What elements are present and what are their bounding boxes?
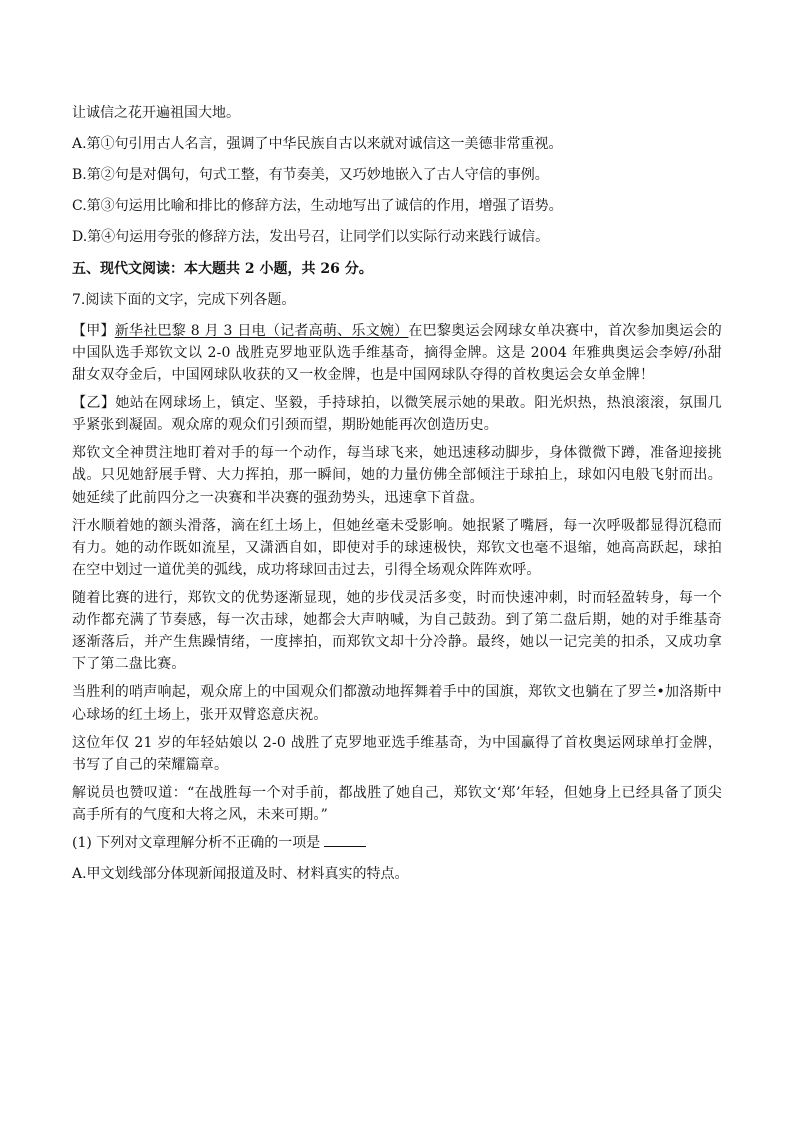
passage-yi-p5: 当胜利的哨声响起，观众席上的中国观众们都激动地挥舞着手中的国旗，郑钦文也躺在了罗兰•加洛斯中心球场的红土场上，张开双臂恣意庆祝。 bbox=[72, 684, 722, 723]
text-line: 让诚信之花开遍祖国大地。 bbox=[72, 105, 240, 121]
section-heading bbox=[72, 258, 722, 280]
jia-dateline: 新华社巴黎 8 月 3 日电（记者高萌、乐文婉） bbox=[114, 322, 409, 339]
passage-yi-p6: 这位年仅 21 岁的年轻姑娘以 2-0 战胜了克罗地亚选手维基奇，为中国赢得了首枚奥运网球单打金牌，书写了自己的荣耀篇章。 bbox=[72, 734, 722, 773]
answer-blank bbox=[324, 845, 366, 847]
passage-yi-p4: 随着比赛的进行，郑钦文的优势逐渐显现，她的步伐灵活多变，时而快速冲刺，时而轻盈转身，每一个动作都充满了节奏感，每一次击球，她都会大声呐喊，为自己鼓劲。到了第二盘后期，她的对手维基奇逐渐落后，并产生焦躁情绪，一度摔拍，而郑钦文却十分冷静。最终，她以一记完美的扣杀，又成功拿下了第二盘比赛。 bbox=[72, 589, 722, 673]
document-page bbox=[72, 102, 722, 894]
option-d: D.第④句运用夸张的修辞方法，发出号召，让同学们以实际行动来践行诚信。 bbox=[72, 229, 550, 246]
yi-body: 她站在网球场上，镇定、坚毅，手持球拍，以微笑展示她的果敢。阳光炽热，热浪滚滚，氛围几乎紧张到凝固。观众席的观众们引颈而望，期盼她能再次创造历史。 bbox=[72, 395, 722, 434]
passage-yi-p1 bbox=[72, 392, 722, 436]
question-7: 7.阅读下面的文字，完成下列各题。 bbox=[72, 291, 296, 308]
option-b: B.第②句是对偶句，句式工整，有节奏美，又巧妙地嵌入了古人守信的事例。 bbox=[72, 167, 549, 184]
jia-body: 在巴黎奥运会网球女单决赛中，首次参加奥运会的中国队选手郑钦文以 2-0 战胜克罗地亚队选手维基奇，摘得金牌。这是 2004 年雅典奥运会李婷/孙甜甜女双夺金后，中国网球队收获的又一枚金牌，也是中国网球队夺得的首枚奥运会女单金牌！ bbox=[72, 322, 722, 383]
passage-yi-p3: 汗水顺着她的额头滑落，滴在红土场上，但她丝毫未受影响。她抿紧了嘴唇，每一次呼吸都显得沉稳而有力。她的动作既如流星，又潇洒自如，即使对手的球速极快，郑钦文也毫不退缩，她高高跃起，球拍在空中划过一道优美的弧线，成功将球回击过去，引得全场观众阵阵欢呼。 bbox=[72, 517, 722, 578]
passage-yi-p7: 解说员也赞叹道：“在战胜每一个对手前，都战胜了她自己，郑钦文‘郑’年轻，但她身上已经具备了顶尖高手所有的气度和大将之风，未来可期。” bbox=[72, 784, 722, 823]
section-info: 本大题共 2 小题，共 26 分。 bbox=[184, 260, 373, 277]
option-c: C.第③句运用比喻和排比的修辞方法，生动地写出了诚信的作用，增强了语势。 bbox=[72, 198, 563, 215]
jia-tag: 【甲】 bbox=[72, 322, 115, 339]
yi-tag: 【乙】 bbox=[72, 395, 116, 412]
sub-question-option-a: A.甲文划线部分体现新闻报道及时、材料真实的特点。 bbox=[72, 866, 409, 883]
option-a: A.第①句引用古人名言，强调了中华民族自古以来就对诚信这一美德非常重视。 bbox=[72, 136, 563, 153]
passage-yi-p2: 郑钦文全神贯注地盯着对手的每一个动作，每当球飞来，她迅速移动脚步，身体微微下蹲，准备迎接挑战。只见她舒展手臂、大力挥拍，那一瞬间，她的力量仿佛全部倾注于球拍上，球如闪电般飞射而出。她延续了此前四分之一决赛和半决赛的强劲势头，迅速拿下首盘。 bbox=[72, 445, 722, 506]
section-prefix: 五、现代文阅读： bbox=[72, 260, 184, 277]
passage-jia bbox=[72, 320, 722, 386]
sub-question-1 bbox=[72, 832, 722, 854]
sub-question-text: (1) 下列对文章理解分析不正确的一项是 bbox=[72, 835, 321, 852]
